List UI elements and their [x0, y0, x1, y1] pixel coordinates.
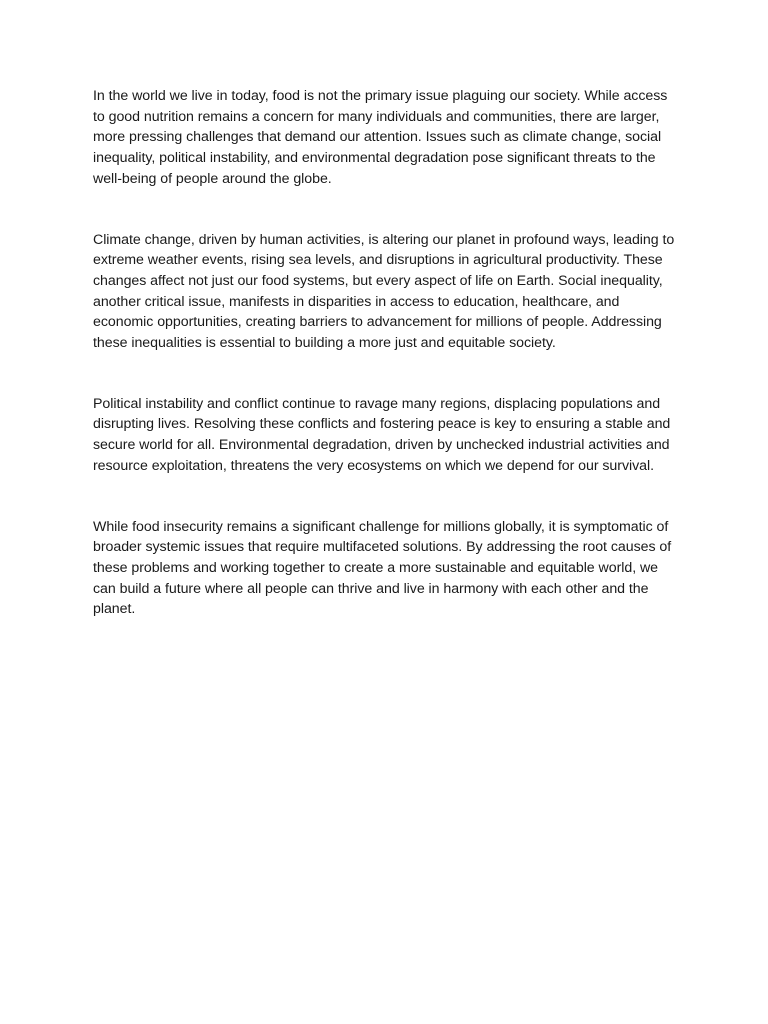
paragraph-political-environmental: Political instability and conflict continue to ravage many regions, displacing populations and disrupting lives. Resolving these conflicts and fostering peace is key to ensuring a stable and secure world for all. Environmental degradation, driven by unchecked industrial activities and resource exploitation, threatens the very ecosystems on which we depend for our survival.	[93, 395, 671, 474]
paragraph-conclusion: While food insecurity remains a significant challenge for millions globally, it is symptomatic of broader systemic issues that require multifaceted solutions. By addressing the root causes of these problems and working together to create a more sustainable and equitable world, we can build a future where all people can thrive and live in harmony with each other and the planet.	[93, 518, 672, 618]
paragraph-climate-inequality: Climate change, driven by human activities, is altering our planet in profound ways, leading to extreme weather events, rising sea levels, and disruptions in agricultural productivity. These changes affect not just our food systems, but every aspect of life on Earth. Social inequality, another critical issue, manifests in disparities in access to education, healthcare, and economic opportunities, creating barriers to advancement for millions of people. Addressing these inequalities is essential to building a more just and equitable society.	[93, 231, 675, 352]
document-body	[93, 86, 677, 660]
paragraph-intro: In the world we live in today, food is not the primary issue plaguing our society. While access to good nutrition remains a concern for many individuals and communities, there are larger, more pressing challenges that demand our attention. Issues such as climate change, social inequality, political instability, and environmental degradation pose significant threats to the well-being of people around the globe.	[93, 88, 668, 187]
